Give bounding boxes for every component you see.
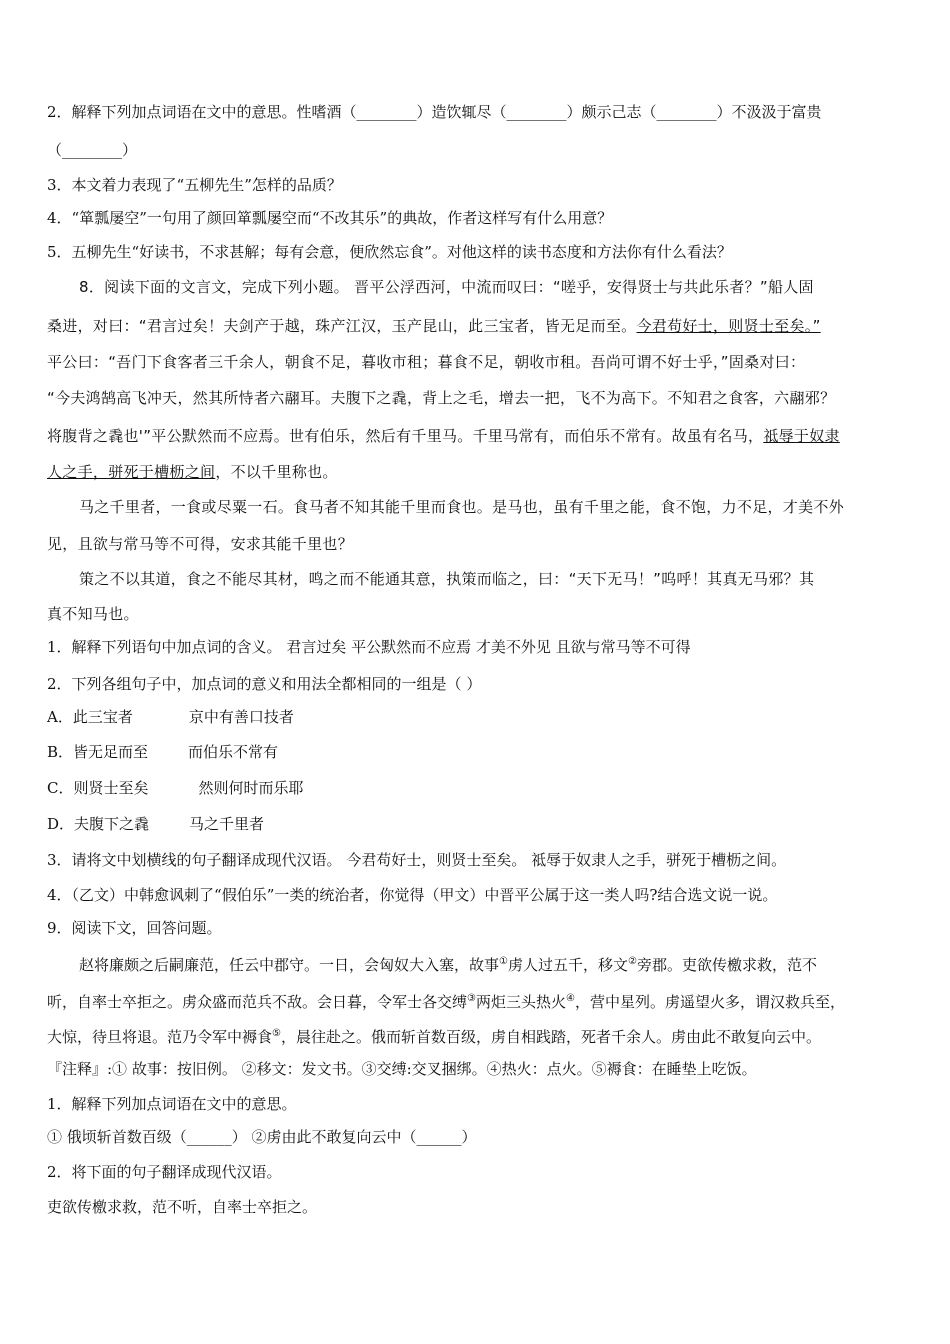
option-pair: 马之千里者	[189, 815, 265, 833]
underlined-sentence: 祗辱于奴隶	[763, 427, 840, 445]
q8-passage-line: 见，且欲与常马等不可得，安求其能千里也？	[47, 535, 354, 553]
q9-passage-line	[79, 951, 907, 976]
underlined-sentence: 今君苟好士，则贤士至矣。”	[636, 317, 821, 335]
q9-passage-text: 两炬三头热火	[475, 993, 566, 1011]
q8-option-d	[47, 813, 907, 835]
q9-passage-text: 旁郡。吏欲传檄求救，范不	[636, 956, 817, 974]
q8-passage-line: “今夫鸿鹄高飞冲天，然其所恃者六翮耳。夫腹下之毳，背上之毛，增去一把，飞不为高下。不知君之食客，六翮邪？	[47, 389, 836, 407]
q8-option-b	[47, 741, 907, 763]
q8-passage-line: 马之千里者，一食或尽粟一石。食马者不知其能千里而食也。是马也，虽有千里之能，食不饱，力不足，才美不外	[79, 498, 845, 516]
option-label: D．夫腹下之毳	[47, 815, 150, 833]
q9-passage-text: ，晨往赴之。俄而斩首数百级，虏自相践踏，死者千余人。虏由此不敢复向云中。	[280, 1028, 821, 1046]
footnote-mark: ⑤	[272, 1028, 281, 1039]
q8-passage-text: 将腹背之毳也'”平公默然而不应焉。世有伯乐，然后有千里马。千里马常有，而伯乐不常有。故虽有名马，	[47, 427, 764, 445]
q9-notes: 『注释』:① 故事：按旧例。 ②移文：发文书。③交缚:交叉捆绑。④热火：点火。⑤褥食：在睡垫上吃饭。	[47, 1060, 757, 1078]
option-label: C．则贤士至矣	[47, 779, 149, 797]
q8-sub2: 2．下列各组句子中，加点词的意义和用法全都相同的一组是（ ）	[47, 675, 482, 693]
q9-passage-text: 虏人过五千，移文	[507, 956, 628, 974]
footnote-mark: ①	[499, 956, 508, 967]
option-pair: 然则何时而乐耶	[198, 779, 304, 797]
q8-sub4: 4．（乙文）中韩愈讽刺了“假伯乐”一类的统治者，你觉得（甲文）中晋平公属于这一类人吗?结合选文说一说。	[47, 886, 778, 904]
q8-sub3: 3．请将文中划横线的句子翻译成现代汉语。 今君苟好士，则贤士至矣。 祗辱于奴隶人之手，骈死于槽枥之间。	[47, 851, 787, 869]
q7-sub5: 5．五柳先生“好读书，不求甚解；每有会意，便欣然忘食”。对他这样的读书态度和方法你有什么看法？	[47, 243, 732, 261]
q7-sub2-line1: 2．解释下列加点词语在文中的意思。性嗜酒（________）造饮辄尽（________）颇示己志（________）不汲汲于富贵	[47, 103, 822, 121]
q8-passage-line: 策之不以其道，食之不能尽其材，鸣之而不能通其意，执策而临之，曰：“天下无马！”呜呼！其真无马邪？其	[79, 570, 815, 588]
q8-passage-line: 8．阅读下面的文言文，完成下列小题。 晋平公浮西河，中流而叹曰：“嗟乎，安得贤士与共此乐者？”船人固	[79, 278, 814, 296]
q9-passage-text: 听，自率士卒拒之。虏众盛而范兵不敌。会日暮，令军士各交缚	[47, 993, 468, 1011]
option-pair: 而伯乐不常有	[188, 743, 279, 761]
q8-passage-line	[47, 461, 907, 483]
q8-passage-text: ，不以千里称也。	[215, 463, 338, 481]
q8-sub1: 1．解释下列语句中加点词的含义。 君言过矣 平公默然而不应焉 才美不外见 且欲与常马等不可得	[47, 638, 691, 656]
q7-sub2-line2: （________）	[47, 141, 138, 159]
option-label: B．皆无足而至	[47, 743, 149, 761]
q9-passage-line	[47, 988, 907, 1013]
underlined-sentence: 人之手，骈死于槽枥之间	[47, 463, 216, 481]
q8-option-c	[47, 777, 907, 799]
q8-passage-line: 平公曰：“吾门下食客者三千余人，朝食不足，暮收市租；暮食不足，朝收市租。吾尚可谓不好士乎，”固桑对曰：	[47, 353, 806, 371]
footnote-mark: ③	[467, 993, 476, 1004]
q9-sub1: 1．解释下列加点词语在文中的意思。	[47, 1095, 297, 1113]
option-label: A．此三宝者	[47, 708, 133, 726]
q9-passage-line	[47, 1023, 907, 1048]
q9-heading: 9．阅读下文，回答问题。	[47, 919, 222, 937]
q7-sub4: 4．“箪瓢屡空”一句用了颜回箪瓢屡空而“不改其乐”的典故，作者这样写有什么用意？	[47, 209, 613, 227]
q8-passage-line	[47, 425, 907, 447]
q9-passage-text: ，营中星列。虏遥望火多，谓汉救兵至，	[574, 993, 845, 1011]
footnote-mark: ②	[628, 956, 637, 967]
option-pair: 京中有善口技者	[188, 708, 294, 726]
q9-sub1-items: ① 俄顷斩首数百级（______） ②虏由此不敢复向云中（______）	[47, 1128, 477, 1146]
q9-sub2: 2．将下面的句子翻译成现代汉语。	[47, 1163, 282, 1181]
q8-passage-line: 真不知马也。	[47, 605, 139, 623]
footnote-mark: ④	[566, 993, 575, 1004]
q9-passage-text: 赵将廉颇之后嗣廉范，任云中郡守。一日，会匈奴大入塞，故事	[79, 956, 500, 974]
q7-sub3: 3．本文着力表现了“五柳先生”怎样的品质？	[47, 176, 342, 194]
q9-passage-text: 大惊，待旦将退。范乃令军中褥食	[47, 1028, 273, 1046]
q8-passage-text: 桑进，对曰：“君言过矣！夫剑产于越，珠产江汉，玉产昆山，此三宝者，皆无足而至。	[47, 317, 637, 335]
q8-option-a	[47, 706, 907, 728]
q8-passage-line	[47, 315, 907, 337]
q9-sub2-text: 吏欲传檄求救，范不听，自率士卒拒之。	[47, 1198, 318, 1216]
